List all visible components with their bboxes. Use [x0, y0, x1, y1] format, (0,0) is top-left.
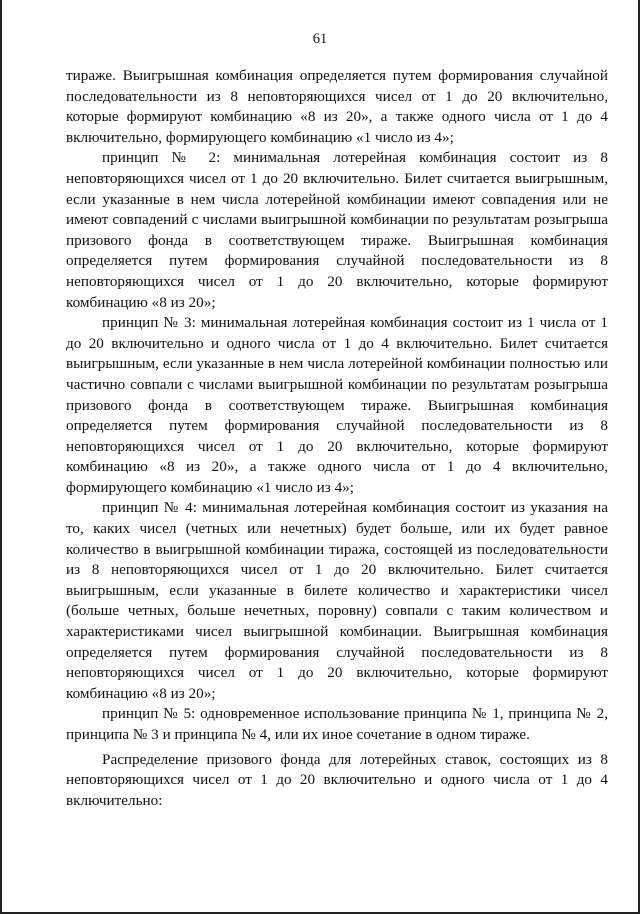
- page-number: 61: [312, 31, 328, 47]
- paragraph-principle-5: принцип № 5: одновременное использование принципа № 1, принципа № 2, принципа № 3 и принципа № 4, или их иное сочетание в одном тираже.: [66, 705, 608, 743]
- document-body: [66, 66, 608, 811]
- paragraph-principle-2: принцип № 2: минимальная лотерейная комбинация состоит из 8 неповторяющихся чисел от 1 до 20 включительно. Билет считается выигрышным, если указанные в нем числа лотерейной комбинации имеют совпадения или не имеют совпадений с числами выигрышной комбинации по результатам розыгрыша призового фонда в соответствующем тираже. Выигрышная комбинация определяется путем формирования случайной последовательности из 8 неповторяющихся чисел от 1 до 20 включительно, которые формируют комбинацию «8 из 20»;: [66, 149, 608, 311]
- paragraph-principle-4: принцип № 4: минимальная лотерейная комбинация состоит из указания на то, каких чисел (четных или нечетных) будет больше, или их будет равное количество в выигрышной комбинации тиража, состоящей из последовательности из 8 неповторяющихся чисел от 1 до 20 включительно. Билет считается выигрышным, если указанные в билете количество и характеристики чисел (больше четных, больше нечетных, поровну) совпали с таким количеством и характеристиками чисел выигрышной комбинации. Выигрышная комбинация определяется путем формирования случайной последовательности из 8 неповторяющихся чисел от 1 до 20 включительно, которые формируют комбинацию «8 из 20»;: [66, 499, 608, 702]
- paragraph-prize-distribution: Распределение призового фонда для лотерейных ставок, состоящих из 8 неповторяющихся чисел от 1 до 20 включительно и одного числа от 1 до 4 включительно:: [66, 750, 608, 809]
- paragraph-continuation: тираже. Выигрышная комбинация определяется путем формирования случайной последовательности из 8 неповторяющихся чисел от 1 до 20 включительно, которые формируют комбинацию «8 из 20», а также одного числа от 1 до 4 включительно, формирующего комбинацию «1 число из 4»;: [66, 67, 608, 146]
- paragraph-principle-3: принцип № 3: минимальная лотерейная комбинация состоит из 1 числа от 1 до 20 включительно и одного числа от 1 до 4 включительно. Билет считается выигрышным, если указанные в нем числа лотерейной комбинации полностью или частично совпали с числами выигрышной комбинации по результатам розыгрыша призового фонда в соответствующем тираже. Выигрышная комбинация определяется путем формирования случайной последовательности из 8 неповторяющихся чисел от 1 до 20 включительно, которые формируют комбинацию «8 из 20», а также одного числа от 1 до 4 включительно, формирующего комбинацию «1 число из 4»;: [66, 314, 608, 496]
